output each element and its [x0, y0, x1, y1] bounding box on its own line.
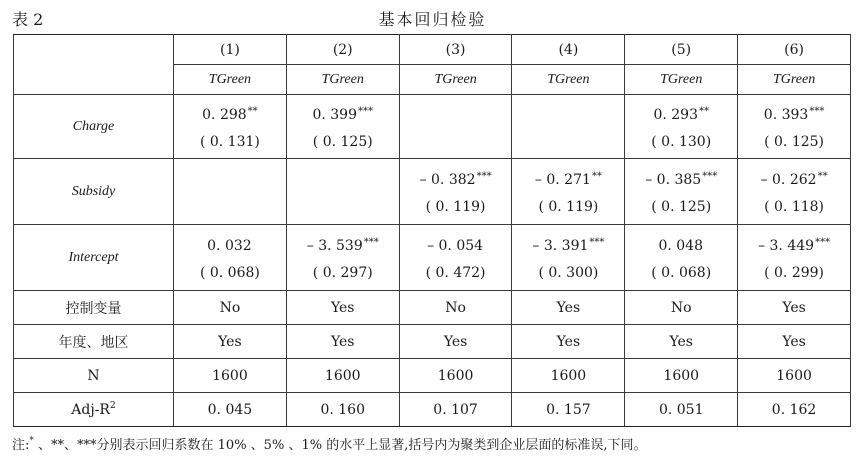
significance-stars: *** [809, 105, 825, 117]
value-cell: 0. 045 [174, 393, 287, 427]
value-cell: 0. 162 [738, 393, 851, 427]
dependent-variable: TGreen [625, 65, 738, 95]
coefficient [512, 163, 624, 194]
significance-stars: ** [698, 105, 709, 117]
column-header: (5) [625, 35, 738, 65]
coefficient-value: – 0. 271 [534, 171, 591, 188]
coefficient-value: 0. 393 [763, 106, 809, 123]
dependent-variable: TGreen [174, 65, 287, 95]
row-label-adj-r2 [14, 393, 174, 427]
note-single-star: * [29, 436, 34, 446]
value-cell: 1600 [174, 359, 287, 393]
value-cell: Yes [738, 291, 851, 325]
significance-stars: *** [358, 105, 373, 117]
value-cell: Yes [399, 325, 512, 359]
coefficient [400, 163, 512, 194]
dependent-variable: TGreen [286, 65, 399, 95]
estimate-cell [738, 225, 851, 291]
estimate-cell [512, 95, 625, 159]
dependent-variable: TGreen [738, 65, 851, 95]
table-label: 表 2 [12, 10, 44, 29]
standard-error: ( 0. 119) [425, 198, 486, 215]
intercept-row [14, 225, 851, 291]
standard-error: ( 0. 125) [764, 133, 825, 150]
standard-error: ( 0. 068) [199, 264, 260, 281]
column-header: (1) [174, 35, 287, 65]
standard-error: ( 0. 125) [651, 198, 712, 215]
value-cell: No [174, 291, 287, 325]
value-cell: 0. 157 [512, 393, 625, 427]
estimate-cell [174, 95, 287, 159]
dependent-variable: TGreen [399, 65, 512, 95]
coefficient [174, 98, 286, 129]
column-header: (3) [399, 35, 512, 65]
value-cell: Yes [286, 325, 399, 359]
estimate-cell [625, 159, 738, 225]
estimate-cell [174, 159, 287, 225]
coefficient-value: – 0. 262 [760, 171, 817, 188]
significance-stars: *** [702, 170, 718, 182]
coefficient [738, 98, 850, 129]
value-cell: Yes [174, 325, 287, 359]
value-cell: No [399, 291, 512, 325]
standard-error: ( 0. 125) [312, 133, 373, 150]
row-label-n: N [14, 359, 174, 393]
standard-error: ( 0. 118) [764, 198, 825, 215]
significance-stars: ** [591, 170, 602, 182]
coefficient-value: 0. 399 [312, 106, 357, 123]
coefficient-value: – 3. 539 [306, 237, 363, 254]
value-cell: 1600 [512, 359, 625, 393]
value-cell: 1600 [286, 359, 399, 393]
coefficient [512, 229, 624, 260]
standard-error: ( 0. 300) [538, 264, 599, 281]
standard-error: ( 0. 297) [312, 264, 373, 281]
coefficient [400, 229, 512, 260]
adj-r2-label-text: Adj-R [71, 402, 110, 418]
significance-stars: ** [817, 170, 828, 182]
value-cell: 0. 160 [286, 393, 399, 427]
value-cell: No [625, 291, 738, 325]
subsidy-row [14, 159, 851, 225]
standard-error: ( 0. 119) [538, 198, 599, 215]
coefficient-value: 0. 048 [658, 237, 703, 254]
significance-stars: ** [247, 105, 258, 117]
coefficient [174, 229, 286, 260]
coefficient-value: 0. 293 [653, 106, 698, 123]
coefficient [625, 98, 737, 129]
estimate-cell [286, 95, 399, 159]
coefficient [625, 229, 737, 260]
coefficient-value: – 3. 391 [532, 237, 589, 254]
coefficient [738, 229, 850, 260]
estimate-cell [738, 95, 851, 159]
estimate-cell [512, 225, 625, 291]
coefficient [287, 229, 399, 260]
row-label-subsidy: Subsidy [14, 159, 174, 225]
standard-error: ( 0. 299) [764, 264, 825, 281]
standard-error: ( 0. 130) [651, 133, 712, 150]
year-region-row [14, 325, 851, 359]
value-cell: Yes [512, 325, 625, 359]
estimate-cell [286, 159, 399, 225]
table-title: 基本回归检验 [378, 10, 487, 29]
significance-stars: *** [589, 236, 605, 248]
charge-row [14, 95, 851, 159]
column-header: (6) [738, 35, 851, 65]
standard-error: ( 0. 131) [199, 133, 260, 150]
coefficient [287, 98, 399, 129]
value-cell: 0. 051 [625, 393, 738, 427]
column-header: (4) [512, 35, 625, 65]
estimate-cell [286, 225, 399, 291]
estimate-cell [625, 95, 738, 159]
value-cell: Yes [625, 325, 738, 359]
coefficient [625, 163, 737, 194]
n-row [14, 359, 851, 393]
value-cell: Yes [286, 291, 399, 325]
dependent-variable: TGreen [512, 65, 625, 95]
estimate-cell [512, 159, 625, 225]
controls-row [14, 291, 851, 325]
header-blank-cell [14, 35, 174, 95]
coefficient-value: – 0. 382 [419, 171, 476, 188]
column-header: (2) [286, 35, 399, 65]
adj-r2-row [14, 393, 851, 427]
value-cell: 1600 [399, 359, 512, 393]
coefficient [738, 163, 850, 194]
table-note [12, 434, 646, 453]
coefficient-value: 0. 298 [202, 106, 247, 123]
coefficient-value: – 3. 449 [758, 237, 815, 254]
column-number-row [14, 35, 851, 65]
estimate-cell [399, 159, 512, 225]
row-label-controls: 控制变量 [14, 291, 174, 325]
estimate-cell [625, 225, 738, 291]
value-cell: 0. 107 [399, 393, 512, 427]
note-body: 、**、***分别表示回归系数在 10% 、5% 、1% 的水平上显著,括号内为聚类到企业层面的标准误,下同。 [33, 438, 647, 453]
coefficient-value: – 0. 054 [427, 237, 484, 254]
significance-stars: *** [815, 236, 831, 248]
adj-r2-superscript: 2 [109, 401, 116, 411]
standard-error: ( 0. 472) [425, 264, 486, 281]
estimate-cell [399, 95, 512, 159]
coefficient-value: 0. 032 [207, 237, 252, 254]
value-cell: Yes [738, 325, 851, 359]
coefficient-value: – 0. 385 [645, 171, 702, 188]
value-cell: Yes [512, 291, 625, 325]
estimate-cell [174, 225, 287, 291]
significance-stars: *** [363, 236, 379, 248]
estimate-cell [399, 225, 512, 291]
row-label-intercept: Intercept [14, 225, 174, 291]
note-prefix: 注: [12, 438, 30, 453]
standard-error: ( 0. 068) [651, 264, 712, 281]
row-label-year-region: 年度、地区 [14, 325, 174, 359]
value-cell: 1600 [625, 359, 738, 393]
regression-table [13, 34, 851, 427]
estimate-cell [738, 159, 851, 225]
row-label-charge: Charge [14, 95, 174, 159]
significance-stars: *** [476, 170, 492, 182]
value-cell: 1600 [738, 359, 851, 393]
